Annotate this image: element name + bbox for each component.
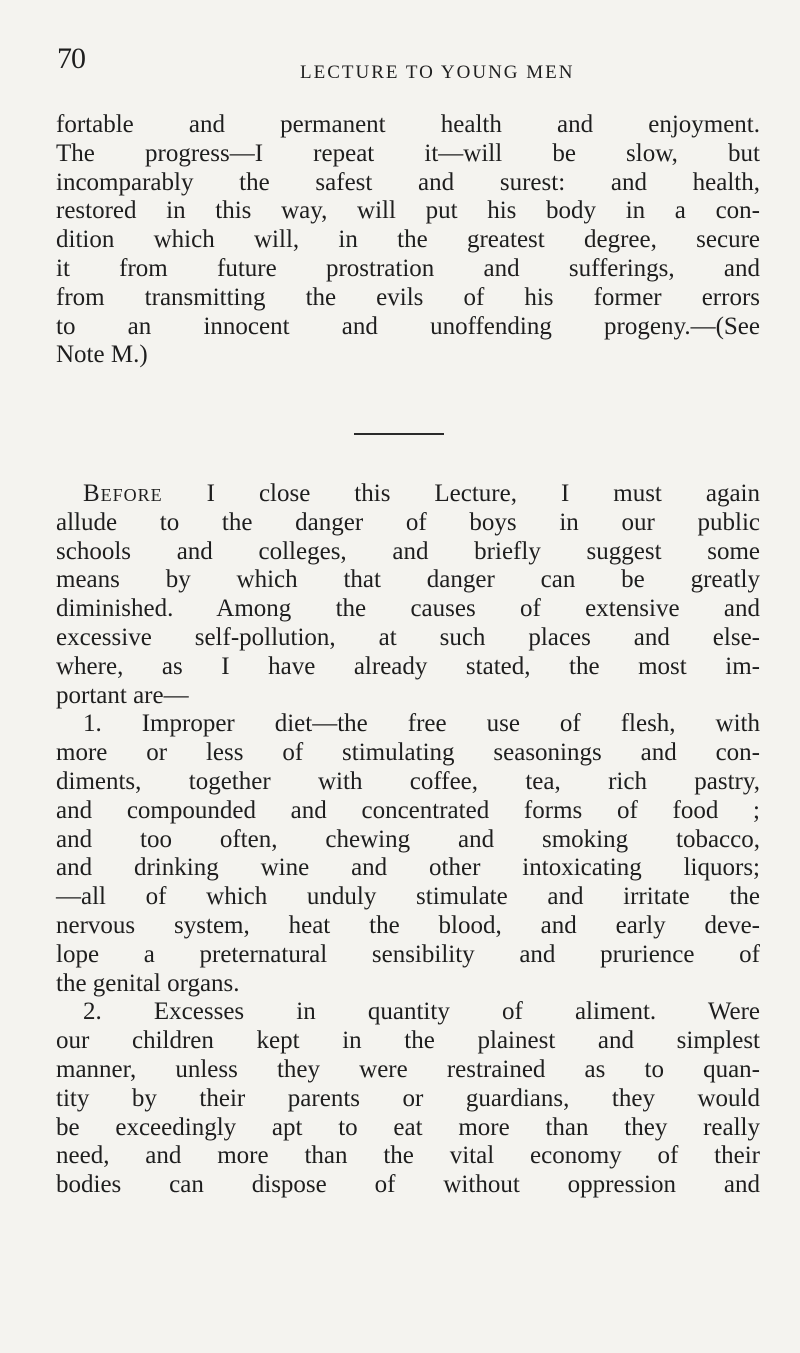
text-line: diments, together with coffee, tea, rich pastry, bbox=[56, 767, 760, 795]
text-line: to an innocent and unoffending progeny.—(See bbox=[56, 312, 760, 340]
text-line: diminished. Among the causes of extensive and bbox=[56, 595, 760, 623]
list-item-line: 1. Improper diet—the free use of flesh, with bbox=[83, 710, 760, 738]
text-line: the genital organs. bbox=[56, 969, 240, 997]
text-line: our children kept in the plainest and simplest bbox=[56, 1027, 760, 1055]
text-line: manner, unless they were restrained as to quan- bbox=[56, 1055, 760, 1083]
text-line: be exceedingly apt to eat more than they really bbox=[56, 1113, 760, 1141]
paragraph-closing bbox=[56, 111, 760, 370]
text-line: excessive self-pollution, at such places and else- bbox=[56, 623, 760, 651]
section-divider bbox=[354, 433, 444, 435]
text-line: dition which will, in the greatest degree, secure bbox=[56, 226, 760, 254]
list-item-line: 2. Excesses in quantity of aliment. Were bbox=[83, 998, 760, 1026]
text-line: incomparably the safest and surest: and health, bbox=[56, 168, 760, 196]
lead-word: Before bbox=[83, 480, 163, 507]
paragraph-body bbox=[56, 480, 760, 1200]
text-line: and compounded and concentrated forms of food ; bbox=[56, 796, 760, 824]
text-line: lope a preternatural sensibility and prurience of bbox=[56, 940, 760, 968]
text-line: portant are— bbox=[56, 681, 189, 709]
page-number: 70 bbox=[57, 42, 85, 75]
text-line: restored in this way, will put his body in a con- bbox=[56, 197, 760, 225]
text-line: nervous system, heat the blood, and early deve- bbox=[56, 911, 760, 939]
text-line: and too often, chewing and smoking tobacco, bbox=[56, 825, 760, 853]
text-line: where, as I have already stated, the most im- bbox=[56, 652, 760, 680]
text-line: tity by their parents or guardians, they would bbox=[56, 1084, 760, 1112]
text-line-lead bbox=[56, 480, 760, 509]
text-line: bodies can dispose of without oppression and bbox=[56, 1171, 760, 1199]
text-line: Note M.) bbox=[56, 341, 148, 369]
text-line: need, and more than the vital economy of their bbox=[56, 1142, 760, 1170]
running-head: LECTURE TO YOUNG MEN bbox=[300, 62, 575, 83]
text-line: —all of which unduly stimulate and irritate the bbox=[56, 883, 760, 911]
lead-line-rest: I close this Lecture, I must again bbox=[162, 480, 760, 507]
text-line: schools and colleges, and briefly suggest some bbox=[56, 537, 760, 565]
text-line: from transmitting the evils of his former errors bbox=[56, 283, 760, 311]
text-line: means by which that danger can be greatly bbox=[56, 566, 760, 594]
text-line: it from future prostration and sufferings, and bbox=[56, 254, 760, 282]
text-line: allude to the danger of boys in our public bbox=[56, 508, 760, 536]
text-line: The progress—I repeat it—will be slow, but bbox=[56, 139, 760, 167]
text-line: fortable and permanent health and enjoyment. bbox=[56, 111, 760, 138]
text-line: more or less of stimulating seasonings and con- bbox=[56, 739, 760, 767]
text-line: and drinking wine and other intoxicating liquors; bbox=[56, 854, 760, 882]
